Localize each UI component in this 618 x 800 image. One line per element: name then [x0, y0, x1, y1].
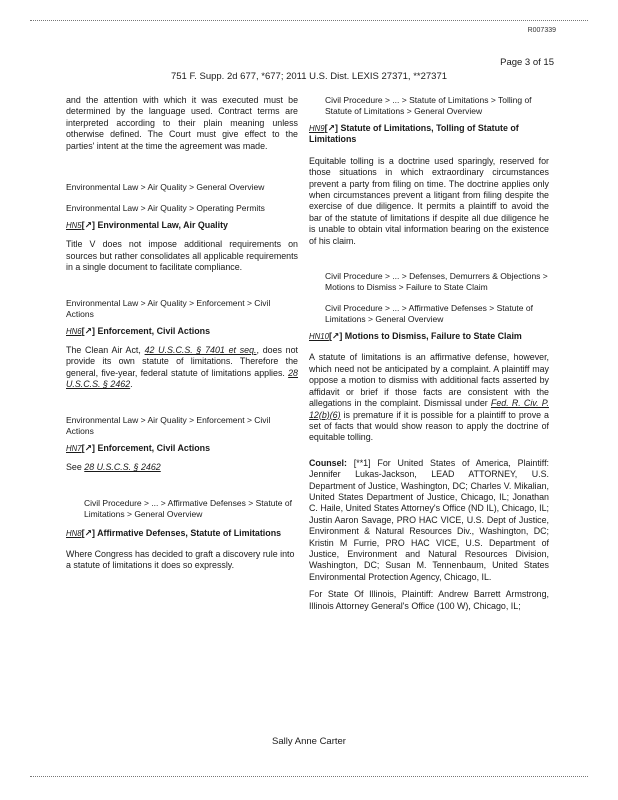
- statute-link[interactable]: 28 U.S.C.S. § 2462: [66, 367, 298, 390]
- headnote-icon: [↗]: [324, 123, 338, 133]
- statute-link[interactable]: 42 U.S.C.S. § 7401 et seq.: [144, 345, 257, 356]
- headnote-heading: [66, 528, 298, 539]
- headnote-tag[interactable]: HN8: [66, 528, 82, 538]
- topic-path[interactable]: Civil Procedure > ... > Statute of Limitations > Tolling of Statute of Limitations > General Overview: [325, 95, 532, 116]
- headnote-title: Motions to Dismiss, Failure to State Claim: [344, 331, 522, 342]
- headnote-tag[interactable]: HN7: [66, 443, 82, 453]
- paragraph: Where Congress has decided to graft a discovery rule into a statute of limitations it does so expressly.: [66, 548, 295, 571]
- headnote-title: Statute of Limitations, Tolling of Statute of Limitations: [309, 123, 519, 145]
- headnote-tag[interactable]: HN9: [309, 124, 325, 133]
- headnote-title: Enforcement, Civil Actions: [97, 442, 211, 453]
- footer-name: Sally Anne Carter: [272, 736, 346, 747]
- headnote-icon: [↗]: [328, 331, 343, 342]
- case-citation: 751 F. Supp. 2d 677, *677; 2011 U.S. Dist. LEXIS 27371, **27371: [170, 71, 448, 82]
- paragraph: Equitable tolling is a doctrine used sparingly, reserved for those situations in which extraordinary circumstances prevent a party from filing on time. The doctrine applies only when circumstances prevent a litigant from filing despite the exercise of due diligence. It permits a plaintiff to avoid the bar of the statute of limitations if despite all due diligence he is unable to obtain vital information bearing on the existence of his claim.: [309, 155, 549, 246]
- paragraph: A statute of limitations is an affirmative defense, however, which need not be anticipated by a complaint. A plaintiff may oppose a motion to dismiss with additional facts asserted by affidavit or brief if those facts are consistent with the allegations in the complaint. Dismissal under Fed. R. Civ. P. 12(b)(6) is premature if it is possible for a plaintiff to prove a set of facts that would show reason to apply the doctrine of equitable tolling.: [309, 352, 549, 443]
- top-dotted-rule: [30, 20, 588, 21]
- headnote-title: Affirmative Defenses, Statute of Limitations: [97, 527, 282, 538]
- headnote-heading: [66, 443, 298, 454]
- headnote-heading: [309, 123, 549, 146]
- headnote-heading: [309, 331, 549, 342]
- left-column: [66, 95, 298, 572]
- headnote-icon: [↗]: [81, 325, 95, 336]
- topic-path[interactable]: Civil Procedure > ... > Defenses, Demurrers & Objections > Motions to Dismiss > Failure to State Claim: [325, 271, 548, 293]
- topic-path[interactable]: Civil Procedure > ... > Affirmative Defenses > Statute of Limitations > General Overview: [325, 303, 533, 325]
- page-number: Page 3 of 15: [500, 57, 554, 68]
- rule-link[interactable]: Fed. R. Civ. P. 12(b)(6): [309, 398, 549, 420]
- right-column: [309, 95, 549, 612]
- paragraph: The Clean Air Act, 42 U.S.C.S. § 7401 et seq., does not provide its own statute of limitations. Therefore the general, five-year, federal statute of limitations applies. 28 U.S.C.S. § 2462.: [66, 345, 299, 390]
- statute-link[interactable]: 28 U.S.C.S. § 2462: [84, 462, 161, 473]
- topic-path[interactable]: Environmental Law > Air Quality > Enforcement > Civil Actions: [66, 297, 271, 319]
- counsel-paragraph: Counsel: [**1] For United States of America, Plaintiff: Jennifer Lukas-Jackson, LEAD ATTORNEY, U.S. Department of Justice, Washington, DC; Charles V. Mikalian, United States Department of Justice, Chicago, IL; Jonathan C. Haile, United States Attorney's Office (ND IL), Chicago, IL; Justin Aaron Savage, PRO HAC VICE, U.S. Dept of Justice, Environment & Natural Resources Div., Washington, DC; Kristin M Furrie, PRO HAC VICE, U.S. Department of Justice, Environment and Natural Resources Division, Washington, DC; Susan M. Tennenbaum, United States Environmental Protection Agency, Chicago, IL.: [309, 457, 549, 582]
- headnote-icon: [↗]: [81, 527, 95, 538]
- headnote-tag[interactable]: HN10: [309, 332, 329, 342]
- topic-path[interactable]: Environmental Law > Air Quality > Operating Permits: [66, 203, 265, 214]
- topic-path[interactable]: Environmental Law > Air Quality > General Overview: [66, 182, 265, 193]
- headnote-title: Environmental Law, Air Quality: [97, 220, 228, 231]
- bottom-dotted-rule: [30, 776, 588, 777]
- headnote-icon: [↗]: [81, 442, 95, 453]
- headnote-tag[interactable]: HN5: [66, 221, 82, 231]
- topic-path[interactable]: Environmental Law > Air Quality > Enforcement > Civil Actions: [66, 414, 271, 436]
- headnote-heading: [66, 326, 298, 337]
- topic-path[interactable]: Civil Procedure > ... > Affirmative Defenses > Statute of Limitations > General Overview: [84, 497, 292, 519]
- counsel-paragraph: For State Of Illinois, Plaintiff: Andrew Barrett Armstrong, Illinois Attorney General's Office (100 W), Chicago, IL;: [309, 589, 549, 611]
- headnote-icon: [↗]: [81, 220, 95, 231]
- paragraph: Title V does not impose additional requirements on sources but rather consolidates all applicable requirements in a single document to facilitate compliance.: [66, 239, 298, 273]
- paragraph: See 28 U.S.C.S. § 2462: [66, 462, 161, 473]
- headnote-heading: [66, 220, 298, 231]
- bates-number: R007339: [527, 27, 556, 34]
- counsel-label: Counsel:: [309, 457, 347, 468]
- paragraph: and the attention with which it was executed must be determined by the language used. Contract terms are interpreted according to their plain meaning unless otherwise defined. The Court must give effect to the parties' intent at the time the agreement was made.: [66, 95, 298, 151]
- headnote-title: Enforcement, Civil Actions: [97, 325, 211, 336]
- headnote-tag[interactable]: HN6: [66, 326, 82, 336]
